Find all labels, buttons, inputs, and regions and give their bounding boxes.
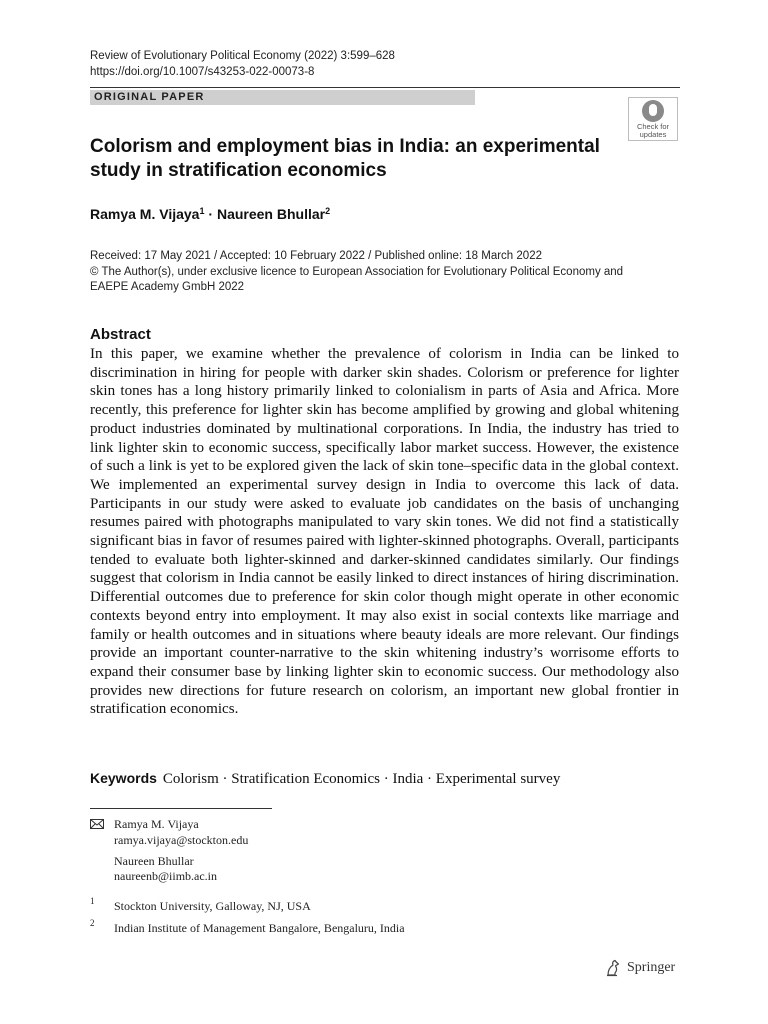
dates-line: Received: 17 May 2021 / Accepted: 10 February 2022 / Published online: 18 March 2022 bbox=[90, 250, 542, 262]
footnote-rule bbox=[90, 808, 272, 809]
check-updates-icon bbox=[642, 100, 664, 122]
copyright-line: © The Author(s), under exclusive licence to European Association for Evolutionary Political Economy and EAEPE Academy GmbH 2022 bbox=[90, 265, 624, 293]
author-list bbox=[90, 206, 330, 222]
doi-link[interactable]: https://doi.org/10.1007/s43253-022-00073-8 bbox=[90, 66, 315, 78]
check-updates-label: Check for updates bbox=[636, 122, 670, 139]
author-separator: · bbox=[204, 206, 217, 222]
article-title: Colorism and employment bias in India: an experimental study in stratification economics bbox=[90, 136, 600, 181]
check-for-updates-button[interactable] bbox=[628, 97, 678, 141]
author-name[interactable]: Naureen Bhullar bbox=[216, 206, 326, 222]
affiliation-text: Stockton University, Galloway, NJ, USA bbox=[114, 899, 311, 913]
keywords-text: Colorism · Stratification Economics · India · Experimental survey bbox=[162, 771, 561, 787]
affiliation-number: 1 bbox=[90, 896, 95, 906]
affiliation-text: Indian Institute of Management Bangalore, Bengaluru, India bbox=[114, 921, 405, 935]
keywords-label: Keywords bbox=[90, 770, 157, 786]
publisher-logo bbox=[605, 958, 675, 978]
article-type-badge: ORIGINAL PAPER bbox=[90, 90, 475, 105]
contact-name: Naureen Bhullar bbox=[114, 854, 194, 868]
abstract-heading: Abstract bbox=[90, 326, 151, 343]
author-name[interactable]: Ramya M. Vijaya bbox=[90, 206, 200, 222]
journal-line: Review of Evolutionary Political Economy (2022) 3:599–628 bbox=[90, 50, 395, 62]
keywords-line bbox=[90, 770, 560, 788]
envelope-icon bbox=[90, 819, 104, 829]
header-rule bbox=[90, 87, 680, 88]
springer-horse-icon bbox=[605, 959, 621, 977]
contact-name: Ramya M. Vijaya bbox=[114, 817, 199, 831]
journal-citation bbox=[90, 48, 395, 80]
publication-history bbox=[90, 249, 660, 296]
author-affiliation-marker: 1 bbox=[199, 206, 205, 216]
publisher-name: Springer bbox=[627, 960, 676, 975]
abstract-text: In this paper, we examine whether the prevalence of colorism in India can be linked to discrimination in hiring for people with darker skin shades. Colorism or preference for lighter skin tones has a long history primarily linked to colonialism in parts of Asia and Africa. More recently, this preference for lighter skin has become amplified by growing and global whitening product industries dominated by multinational corporations. In India, the industry has tried to link lighter skin to economic success, specifically labor market success. However, the existence of such a link is yet to be explored given the lack of skin tone–specific data in the global context. We implemented an experimental survey design in India to overcome this lack of data. Participants in our study were asked to evaluate job candidates on the basis of unchanging resumes paired with photographs manipulated to vary skin tones. We did not find a statistically significant bias in favor of resumes paired with lighter-skinned photographs. Overall, participants tended to evaluate both lighter-skinned and darker-skinned candidates similarly. Our findings suggest that colorism in India cannot be easily linked to direct instances of hiring discrimination. Differential outcomes due to preference for skin color though might operate in other economic contexts beyond entry into employment. It may also exist in social contexts like marriage and family or health outcomes and in situations where beauty ideals are more relevant. Our findings provide an important counter-narrative to the skin whitening industry’s worrisome efforts to expand their consumer base by linking lighter skin to economic success. Our methodology also provides new directions for future research on colorism, an important new global frontier in stratification economics. bbox=[90, 346, 679, 718]
author-affiliation-marker: 2 bbox=[325, 206, 331, 216]
contact-email[interactable]: naureenb@iimb.ac.in bbox=[114, 869, 218, 883]
contact-email[interactable]: ramya.vijaya@stockton.edu bbox=[114, 833, 249, 847]
affiliation-number: 2 bbox=[90, 918, 95, 928]
